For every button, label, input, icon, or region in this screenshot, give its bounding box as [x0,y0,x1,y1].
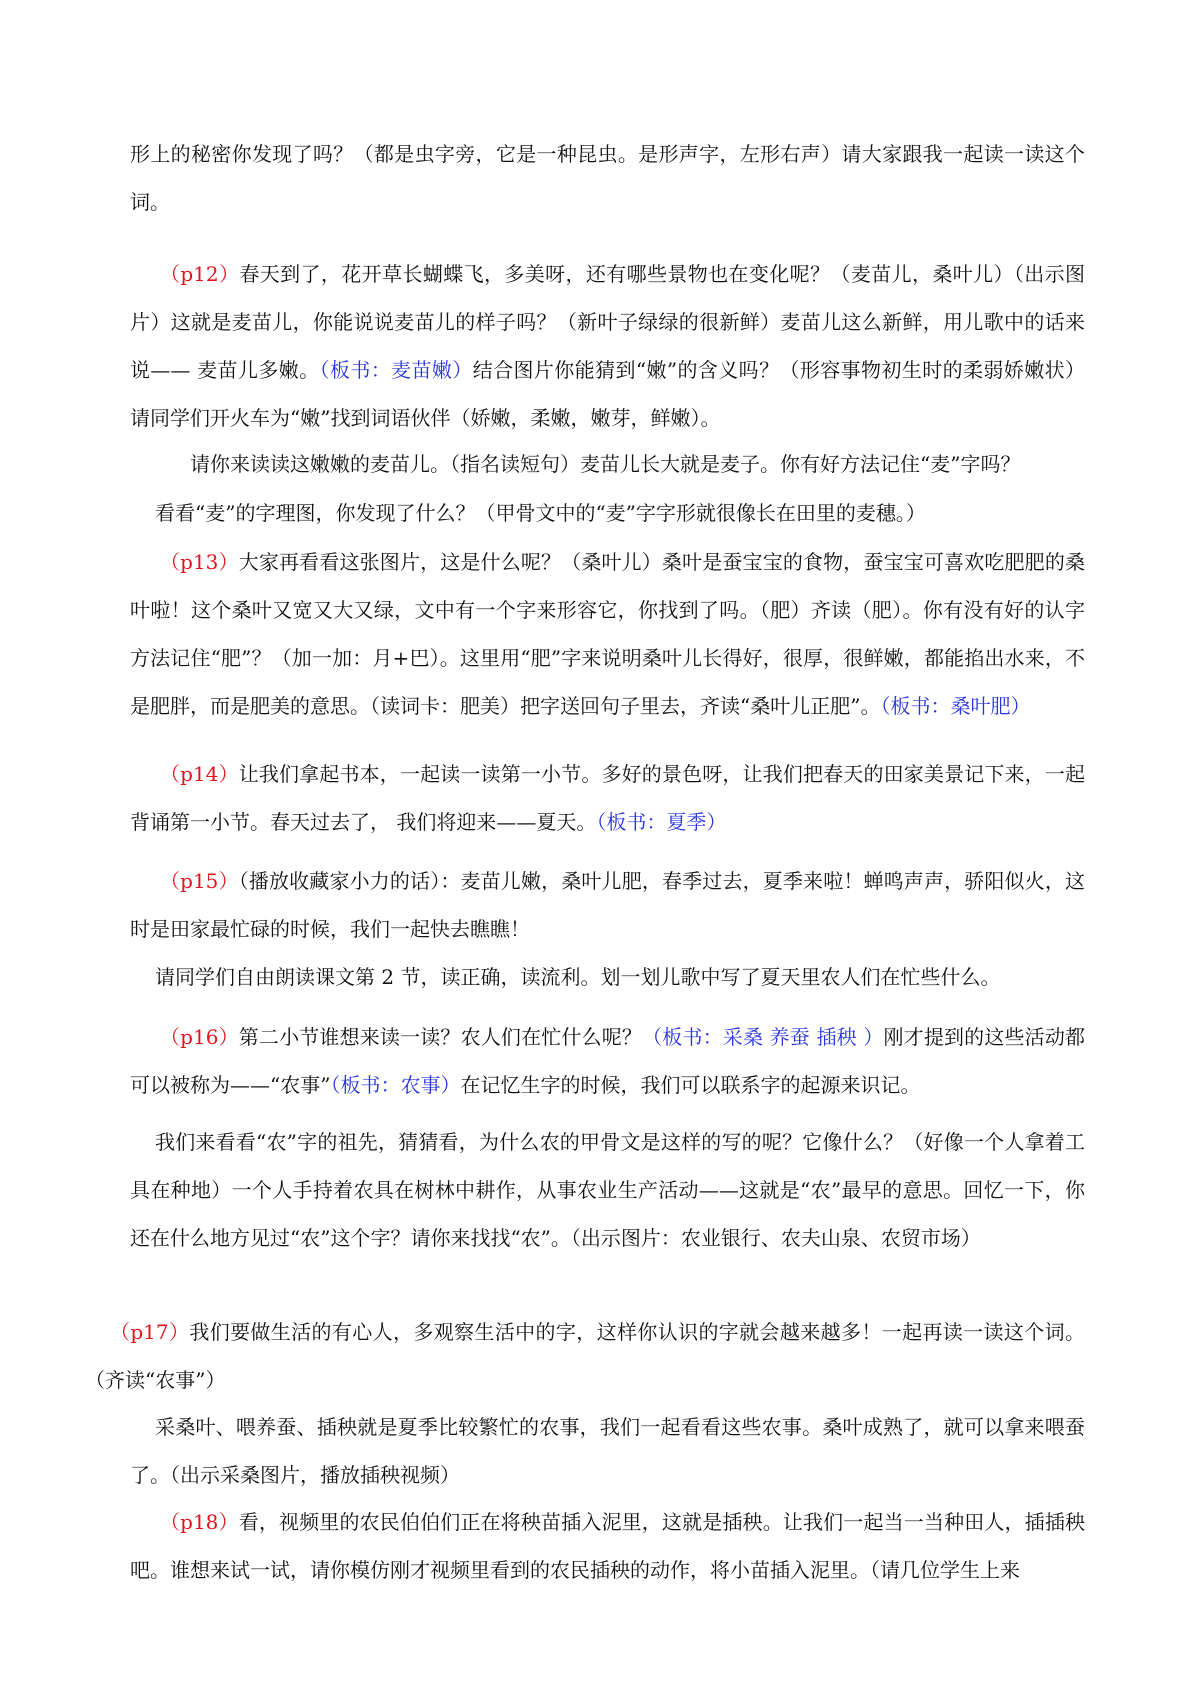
paragraph-text: 结合图片你能猜到“嫩”的含义吗？（形容事物初生时的柔弱娇嫩状）请同学们开火车为“嫩”找到词语伙伴（娇嫩，柔嫩，嫩芽，鲜嫩）。 [130,358,1086,430]
paragraph-text: 刚才提到的这些活动都可以被称为——“农事” [130,1025,1086,1097]
slide-reference: （p18） [160,1510,239,1534]
paragraph-text: 我们要做生活的有心人，多观察生活中的字，这样你认识的字就会越来越多！一起再读一读这个词。（齐读“农事”） [85,1320,1085,1392]
paragraph-2 [130,440,1085,488]
paragraph-text: 采桑叶、喂养蚕、插秧就是夏季比较繁忙的农事，我们一起看看这些农事。桑叶成熟了，就可以拿来喂蚕了。（出示采桑图片，播放插秧视频） [130,1415,1085,1487]
paragraph-text: 我们来看看“农”字的祖先，猜猜看，为什么农的甲骨文是这样的写的呢？它像什么？（好像一个人拿着工具在种地）一个人手持着农具在树林中耕作，从事农业生产活动——这就是“农”最早的意思。回忆一下，你还在什么地方见过“农”这个字？请你来找找“农”。（出示图片：农业银行、农夫山泉、农贸市场） [130,1130,1085,1250]
paragraph-text: 让我们拿起书本，一起读一读第一小节。多好的景色呀，让我们把春天的田家美景记下来，一起背诵第一小节。春天过去了， 我们将迎来——夏天。 [130,762,1085,834]
board-note: （板书：夏季） [596,810,727,834]
paragraph-9 [130,1118,1085,1262]
paragraph-text: 大家再看看这张图片，这是什么呢？（桑叶儿）桑叶是蚕宝宝的食物，蚕宝宝可喜欢吃肥肥的桑叶啦！这个桑叶又宽又大又绿，文中有一个字来形容它，你找到了吗。（肥）齐读（肥）。你有没有好的认字方法记住“肥”？（加一加：月+巴）。这里用“肥”字来说明桑叶儿长得好，很厚，很鲜嫩，都能掐出水来，不是肥胖，而是肥美的意思。（读词卡：肥美）把字送回句子里去，齐读“桑叶儿正肥”。 [130,550,1085,718]
slide-reference: （p14） [160,762,239,786]
paragraph-p14 [130,750,1085,846]
paragraph-text: （播放收藏家小力的话）：麦苗儿嫩，桑叶儿肥，春季过去，夏季来啦！蝉鸣声声，骄阳似火，这时是田家最忙碌的时候，我们一起快去瞧瞧！ [130,869,1085,941]
paragraph-p18 [130,1498,1085,1594]
paragraph-p15 [130,857,1085,953]
slide-reference: （p17） [110,1320,190,1344]
paragraph-7 [130,953,1085,1001]
paragraph-p16 [130,1013,1085,1109]
paragraph-text: 在记忆生字的时候，我们可以联系字的起源来识记。 [460,1073,921,1097]
paragraph-text: 请你来读读这嫩嫩的麦苗儿。（指名读短句）麦苗儿长大就是麦子。你有好方法记住“麦”字吗？ [190,452,1021,476]
board-note: （板书：农事） [330,1073,461,1097]
board-note: （板书：采桑 养蚕 插秧 ） [642,1025,884,1049]
paragraph-11 [130,1403,1085,1499]
slide-reference: （p13） [160,550,239,574]
paragraph-text: 看看“麦”的字理图，你发现了什么？（甲骨文中的“麦”字字形就很像长在田里的麦穗。） [155,501,926,525]
paragraph-3 [130,489,1085,537]
slide-reference: （p15） [160,869,239,893]
board-note: （板书：桑叶肥） [880,694,1031,718]
paragraph-0 [130,130,1085,226]
paragraph-text: 请同学们自由朗读课文第 2 节，读正确，读流利。划一划儿歌中写了夏天里农人们在忙些什么。 [155,965,1001,989]
paragraph-p13 [130,538,1085,730]
paragraph-text: 形上的秘密你发现了吗？（都是虫字旁，它是一种昆虫。是形声字，左形右声）请大家跟我一起读一读这个词。 [130,142,1085,214]
paragraph-text: 春天到了，花开草长蝴蝶飞，多美呀，还有哪些景物也在变化呢？（麦苗儿，桑叶儿）（出示图片）这就是麦苗儿，你能说说麦苗儿的样子吗？（新叶子绿绿的很新鲜）麦苗儿这么新鲜，用儿歌中的话来说—— 麦苗儿多嫩。 [130,262,1085,382]
slide-reference: （p16） [160,1025,239,1049]
paragraph-text: 第二小节谁想来读一读？农人们在忙什么呢？ [238,1025,643,1049]
board-note: （板书：麦苗嫩） [319,358,473,382]
slide-reference: （p12） [160,262,240,286]
paragraph-p17 [85,1308,1085,1404]
paragraph-p12 [130,250,1085,442]
paragraph-text: 看，视频里的农民伯伯们正在将秧苗插入泥里，这就是插秧。让我们一起当一当种田人，插插秧吧。谁想来试一试，请你模仿刚才视频里看到的农民插秧的动作，将小苗插入泥里。（请几位学生上来 [130,1510,1085,1582]
